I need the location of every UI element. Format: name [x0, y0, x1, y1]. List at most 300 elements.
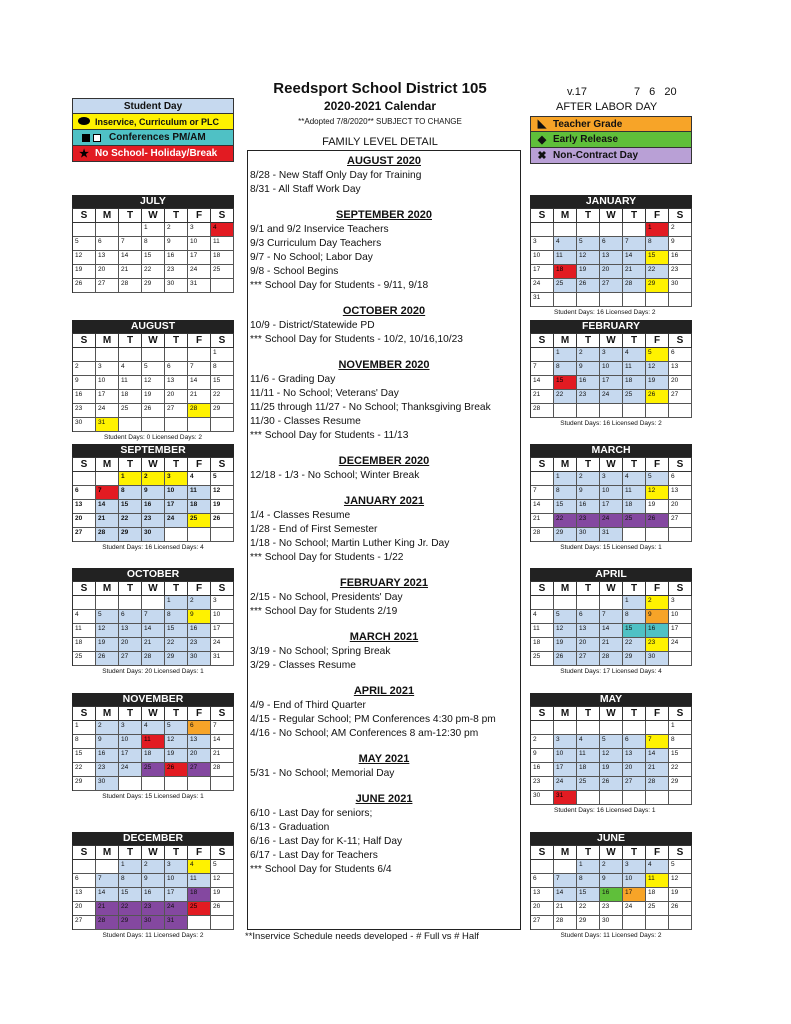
calendar-empty-cell [96, 223, 119, 237]
calendar-day: 9 [646, 610, 669, 624]
calendar-day: 15 [211, 376, 234, 390]
calendar-day: 18 [211, 251, 234, 265]
calendar-grid [530, 333, 692, 418]
legend-non-contract [530, 148, 692, 164]
footer-note: **Inservice Schedule needs developed - # Full vs # Half [245, 931, 479, 942]
calendar-month-title: JUNE [530, 832, 692, 845]
calendar-day: 21 [554, 902, 577, 916]
weekday-header: F [646, 707, 669, 721]
calendar-empty-cell [142, 777, 165, 791]
calendar-empty-cell [669, 404, 692, 418]
legend-label: Non-Contract Day [553, 150, 639, 161]
event-month-heading: MAY 2021 [358, 753, 410, 765]
calendar-day: 16 [531, 763, 554, 777]
calendar-month-title: OCTOBER [72, 568, 234, 581]
calendar-day: 19 [554, 638, 577, 652]
legend-label: Student Day [123, 100, 183, 112]
calendar-empty-cell [531, 348, 554, 362]
calendar-day: 7 [211, 721, 234, 735]
calendar-day: 4 [188, 472, 211, 486]
calendar-day: 4 [188, 860, 211, 874]
calendar-day: 28 [188, 404, 211, 418]
calendar-day: 22 [73, 763, 96, 777]
calendar-empty-cell [165, 528, 188, 542]
calendar-day: 8 [73, 735, 96, 749]
calendar-empty-cell [96, 348, 119, 362]
x-mark-icon: ✖ [537, 149, 547, 162]
weekday-header: S [211, 458, 234, 472]
calendar-day: 7 [554, 874, 577, 888]
weekday-header: T [165, 846, 188, 860]
calendar-day: 5 [211, 860, 234, 874]
event-line: 9/3 Curriculum Day Teachers [250, 238, 382, 249]
calendar-day: 10 [554, 749, 577, 763]
calendar-day: 2 [165, 223, 188, 237]
calendar-july [72, 195, 234, 304]
weekday-header: F [188, 458, 211, 472]
calendar-day: 15 [73, 749, 96, 763]
weekday-header: M [554, 209, 577, 223]
weekday-header: S [669, 846, 692, 860]
calendar-day: 16 [96, 749, 119, 763]
calendar-day: 3 [165, 472, 188, 486]
weekday-header: S [73, 582, 96, 596]
calendar-day: 17 [188, 251, 211, 265]
calendar-day: 8 [142, 237, 165, 251]
calendar-day: 13 [96, 251, 119, 265]
calendar-day: 7 [142, 610, 165, 624]
calendar-february [530, 320, 692, 429]
version-label: v.17 [567, 86, 587, 98]
calendar-day: 26 [554, 652, 577, 666]
calendar-day: 10 [669, 610, 692, 624]
calendar-empty-cell [623, 916, 646, 930]
weekday-header: S [73, 846, 96, 860]
weekday-header: S [531, 209, 554, 223]
calendar-empty-cell [623, 528, 646, 542]
calendar-day: 15 [623, 624, 646, 638]
calendar-day: 9 [142, 486, 165, 500]
calendar-day: 8 [554, 486, 577, 500]
calendar-day: 11 [531, 624, 554, 638]
calendar-day: 20 [669, 376, 692, 390]
legend-label: Teacher Grade [553, 118, 623, 130]
calendar-day: 22 [577, 902, 600, 916]
calendar-june [530, 832, 692, 941]
family-detail-label: FAMILY LEVEL DETAIL [322, 136, 438, 148]
calendar-day: 2 [577, 472, 600, 486]
event-line: *** School Day for Students 2/19 [250, 606, 398, 617]
calendar-day: 2 [188, 596, 211, 610]
calendar-day: 7 [531, 362, 554, 376]
calendar-day: 31 [531, 293, 554, 307]
legend-early-release [530, 132, 692, 148]
calendar-day: 23 [577, 390, 600, 404]
calendar-day: 14 [211, 735, 234, 749]
calendar-grid [530, 457, 692, 542]
calendar-day: 21 [188, 390, 211, 404]
calendar-day: 18 [188, 888, 211, 902]
calendar-day: 26 [646, 390, 669, 404]
calendar-day: 6 [73, 874, 96, 888]
calendar-day: 17 [554, 763, 577, 777]
calendar-day: 22 [669, 763, 692, 777]
calendar-day: 29 [623, 652, 646, 666]
event-line: 8/31 - All Staff Work Day [250, 184, 361, 195]
calendar-empty-cell [669, 528, 692, 542]
calendar-day: 18 [646, 888, 669, 902]
calendar-day: 12 [211, 486, 234, 500]
weekday-header: T [623, 458, 646, 472]
calendar-day: 29 [142, 279, 165, 293]
calendar-day: 5 [577, 237, 600, 251]
calendar-day: 5 [600, 735, 623, 749]
calendar-empty-cell [646, 721, 669, 735]
calendar-day-counts: Student Days: 15 Licensed Days: 1 [102, 793, 204, 800]
weekday-header: W [600, 846, 623, 860]
square-pair-icon [77, 132, 105, 144]
calendar-month-title: JANUARY [530, 195, 692, 208]
calendar-day: 31 [165, 916, 188, 930]
calendar-day: 23 [531, 777, 554, 791]
weekday-header: S [211, 707, 234, 721]
calendar-empty-cell [600, 596, 623, 610]
calendar-day: 21 [531, 390, 554, 404]
weekday-header: M [554, 582, 577, 596]
calendar-day: 12 [646, 362, 669, 376]
calendar-empty-cell [73, 348, 96, 362]
calendar-day: 24 [211, 638, 234, 652]
calendar-day: 9 [577, 362, 600, 376]
calendar-empty-cell [600, 293, 623, 307]
calendar-day: 28 [646, 777, 669, 791]
calendar-day: 30 [188, 652, 211, 666]
calendar-day: 12 [96, 624, 119, 638]
calendar-empty-cell [646, 293, 669, 307]
calendar-day: 23 [646, 638, 669, 652]
calendar-month-title: SEPTEMBER [72, 444, 234, 457]
calendar-day: 3 [600, 348, 623, 362]
weekday-header: T [119, 582, 142, 596]
weekday-header: S [669, 707, 692, 721]
calendar-empty-cell [211, 777, 234, 791]
calendar-day: 31 [211, 652, 234, 666]
calendar-month-title: FEBRUARY [530, 320, 692, 333]
calendar-day: 18 [73, 638, 96, 652]
corner-triangle-icon: ◣ [537, 118, 547, 130]
event-month-heading: NOVEMBER 2020 [338, 359, 430, 371]
calendar-day: 6 [669, 348, 692, 362]
calendar-day: 14 [531, 500, 554, 514]
calendar-grid [72, 845, 234, 930]
calendar-day: 21 [531, 514, 554, 528]
event-month-heading: APRIL 2021 [353, 685, 415, 697]
calendar-empty-cell [623, 223, 646, 237]
calendar-day: 4 [142, 721, 165, 735]
event-line: 10/9 - District/Statewide PD [250, 320, 375, 331]
calendar-day: 27 [531, 916, 554, 930]
calendar-grid [72, 706, 234, 791]
weekday-header: T [623, 707, 646, 721]
calendar-day: 23 [142, 514, 165, 528]
calendar-day: 8 [211, 362, 234, 376]
weekday-header: F [188, 209, 211, 223]
calendar-day: 24 [96, 404, 119, 418]
event-line: *** School Day for Students 6/4 [250, 864, 392, 875]
calendar-day-counts: Student Days: 16 Licensed Days: 2 [554, 309, 656, 316]
calendar-day: 20 [577, 638, 600, 652]
weekday-header: S [73, 458, 96, 472]
calendar-day: 23 [165, 265, 188, 279]
calendar-empty-cell [188, 916, 211, 930]
weekday-header: T [577, 707, 600, 721]
calendar-january [530, 195, 692, 318]
calendar-day: 20 [119, 638, 142, 652]
calendar-day: 8 [119, 486, 142, 500]
calendar-day: 18 [623, 500, 646, 514]
calendar-day: 25 [188, 514, 211, 528]
calendar-day: 18 [142, 749, 165, 763]
calendar-day: 18 [577, 763, 600, 777]
calendar-empty-cell [531, 223, 554, 237]
calendar-day: 17 [211, 624, 234, 638]
calendar-day: 7 [623, 237, 646, 251]
event-line: 4/16 - No School; AM Conferences 8 am-12:30 pm [250, 728, 479, 739]
calendar-august [72, 320, 234, 443]
calendar-day: 5 [165, 721, 188, 735]
calendar-day: 19 [211, 500, 234, 514]
version-date: 7 6 20 [634, 86, 677, 98]
calendar-day: 15 [669, 749, 692, 763]
calendar-day: 16 [669, 251, 692, 265]
calendar-day: 18 [119, 390, 142, 404]
calendar-day: 28 [623, 279, 646, 293]
weekday-header: T [119, 707, 142, 721]
weekday-header: T [623, 209, 646, 223]
weekday-header: S [531, 334, 554, 348]
calendar-day: 9 [96, 735, 119, 749]
calendar-day: 10 [96, 376, 119, 390]
calendar-empty-cell [211, 279, 234, 293]
calendar-day-counts [72, 295, 234, 304]
calendar-day-counts: Student Days: 16 Licensed Days: 1 [554, 807, 656, 814]
legend-label: No School- Holiday/Break [95, 148, 218, 159]
calendar-empty-cell [623, 404, 646, 418]
calendar-day: 13 [531, 888, 554, 902]
calendar-day: 13 [119, 624, 142, 638]
calendar-day: 22 [165, 638, 188, 652]
calendar-empty-cell [211, 418, 234, 432]
calendar-day: 7 [646, 735, 669, 749]
calendar-month-title: MARCH [530, 444, 692, 457]
calendar-day: 25 [142, 763, 165, 777]
event-month-heading: AUGUST 2020 [347, 155, 421, 167]
calendar-empty-cell [577, 293, 600, 307]
calendar-day: 19 [211, 888, 234, 902]
calendar-day: 3 [669, 596, 692, 610]
weekday-header: F [646, 209, 669, 223]
weekday-header: S [73, 334, 96, 348]
calendar-day: 11 [211, 237, 234, 251]
oval-icon [77, 116, 91, 128]
calendar-day: 27 [165, 404, 188, 418]
calendar-day: 10 [165, 874, 188, 888]
calendar-empty-cell [577, 721, 600, 735]
calendar-day: 23 [600, 902, 623, 916]
calendar-day: 13 [623, 749, 646, 763]
calendar-day: 5 [669, 860, 692, 874]
calendar-day: 7 [119, 237, 142, 251]
calendar-day: 30 [600, 916, 623, 930]
page-title: Reedsport School District 105 [273, 80, 487, 97]
weekday-header: T [165, 209, 188, 223]
calendar-empty-cell [669, 652, 692, 666]
calendar-day: 19 [577, 265, 600, 279]
calendar-day-counts: Student Days: 16 Licensed Days: 2 [560, 420, 662, 427]
calendar-day: 17 [669, 624, 692, 638]
calendar-day: 15 [554, 376, 577, 390]
calendar-empty-cell [600, 791, 623, 805]
calendar-day: 7 [96, 486, 119, 500]
calendar-day: 2 [577, 348, 600, 362]
weekday-header: T [165, 707, 188, 721]
weekday-header: T [577, 582, 600, 596]
calendar-day: 8 [669, 735, 692, 749]
calendar-day: 12 [554, 624, 577, 638]
weekday-header: S [669, 458, 692, 472]
calendar-day: 25 [211, 265, 234, 279]
calendar-empty-cell [577, 223, 600, 237]
legend-no-school [72, 146, 234, 162]
weekday-header: F [188, 582, 211, 596]
calendar-day: 11 [577, 749, 600, 763]
calendar-grid [530, 208, 692, 307]
calendar-day: 12 [669, 874, 692, 888]
calendar-day: 25 [119, 404, 142, 418]
calendar-day: 21 [211, 749, 234, 763]
calendar-day: 13 [165, 376, 188, 390]
calendar-day: 12 [577, 251, 600, 265]
event-line: 4/15 - Regular School; PM Conferences 4:30 pm-8 pm [250, 714, 496, 725]
calendar-day: 21 [96, 902, 119, 916]
calendar-day: 28 [531, 404, 554, 418]
calendar-day: 29 [119, 916, 142, 930]
calendar-day: 29 [119, 528, 142, 542]
event-line: 9/1 and 9/2 Inservice Teachers [250, 224, 389, 235]
calendar-day: 25 [188, 902, 211, 916]
calendar-empty-cell [623, 293, 646, 307]
calendar-day: 1 [73, 721, 96, 735]
calendar-day: 3 [554, 735, 577, 749]
event-line: 6/10 - Last Day for seniors; [250, 808, 373, 819]
calendar-day: 13 [188, 735, 211, 749]
calendar-empty-cell [554, 223, 577, 237]
calendar-empty-cell [119, 348, 142, 362]
calendar-day: 2 [73, 362, 96, 376]
calendar-empty-cell [188, 528, 211, 542]
weekday-header: T [119, 334, 142, 348]
weekday-header: S [531, 846, 554, 860]
weekday-header: W [600, 707, 623, 721]
calendar-day: 28 [211, 763, 234, 777]
calendar-day: 29 [669, 777, 692, 791]
weekday-header: W [142, 707, 165, 721]
calendar-day: 17 [96, 390, 119, 404]
calendar-day: 6 [600, 237, 623, 251]
calendar-day-counts: Student Days: 11 Licensed Days: 2 [560, 932, 662, 939]
weekday-header: M [96, 334, 119, 348]
calendar-day: 8 [119, 874, 142, 888]
calendar-day: 10 [600, 362, 623, 376]
calendar-may [530, 693, 692, 816]
calendar-day: 26 [646, 514, 669, 528]
calendar-november [72, 693, 234, 802]
event-line: 11/6 - Grading Day [250, 374, 336, 385]
calendar-day: 28 [96, 916, 119, 930]
calendar-empty-cell [577, 791, 600, 805]
event-line: 4/9 - End of Third Quarter [250, 700, 366, 711]
calendar-day: 2 [669, 223, 692, 237]
weekday-header: S [531, 458, 554, 472]
calendar-empty-cell [119, 223, 142, 237]
calendar-empty-cell [600, 404, 623, 418]
calendar-day: 14 [600, 624, 623, 638]
calendar-empty-cell [554, 293, 577, 307]
event-line: 11/25 through 11/27 - No School; Thanksgiving Break [250, 402, 491, 413]
calendar-day: 6 [73, 486, 96, 500]
calendar-day: 1 [554, 472, 577, 486]
calendar-day: 11 [142, 735, 165, 749]
calendar-empty-cell [554, 596, 577, 610]
calendar-day: 10 [531, 251, 554, 265]
calendar-day: 15 [646, 251, 669, 265]
calendar-day: 24 [119, 763, 142, 777]
calendar-day: 20 [165, 390, 188, 404]
weekday-header: F [646, 582, 669, 596]
calendar-day: 27 [577, 652, 600, 666]
calendar-grid [530, 581, 692, 666]
legend-conferences [72, 130, 234, 146]
calendar-day: 1 [669, 721, 692, 735]
weekday-header: S [669, 582, 692, 596]
calendar-day: 4 [119, 362, 142, 376]
calendar-empty-cell [531, 472, 554, 486]
weekday-header: W [142, 209, 165, 223]
calendar-day: 4 [211, 223, 234, 237]
calendar-day: 19 [73, 265, 96, 279]
weekday-header: T [577, 846, 600, 860]
calendar-empty-cell [96, 596, 119, 610]
calendar-day: 20 [600, 265, 623, 279]
calendar-day: 6 [119, 610, 142, 624]
weekday-header: M [96, 707, 119, 721]
calendar-day: 13 [577, 624, 600, 638]
calendar-day: 22 [554, 514, 577, 528]
legend-label: Early Release [553, 134, 619, 145]
calendar-day: 5 [211, 472, 234, 486]
legend-label: Conferences PM/AM [109, 132, 206, 143]
calendar-empty-cell [554, 860, 577, 874]
calendar-day: 6 [669, 472, 692, 486]
calendar-day: 21 [646, 763, 669, 777]
calendar-day: 19 [165, 749, 188, 763]
weekday-header: S [211, 209, 234, 223]
calendar-day: 18 [531, 638, 554, 652]
calendar-empty-cell [531, 596, 554, 610]
calendar-empty-cell [554, 721, 577, 735]
calendar-day: 13 [73, 888, 96, 902]
calendar-day: 23 [669, 265, 692, 279]
